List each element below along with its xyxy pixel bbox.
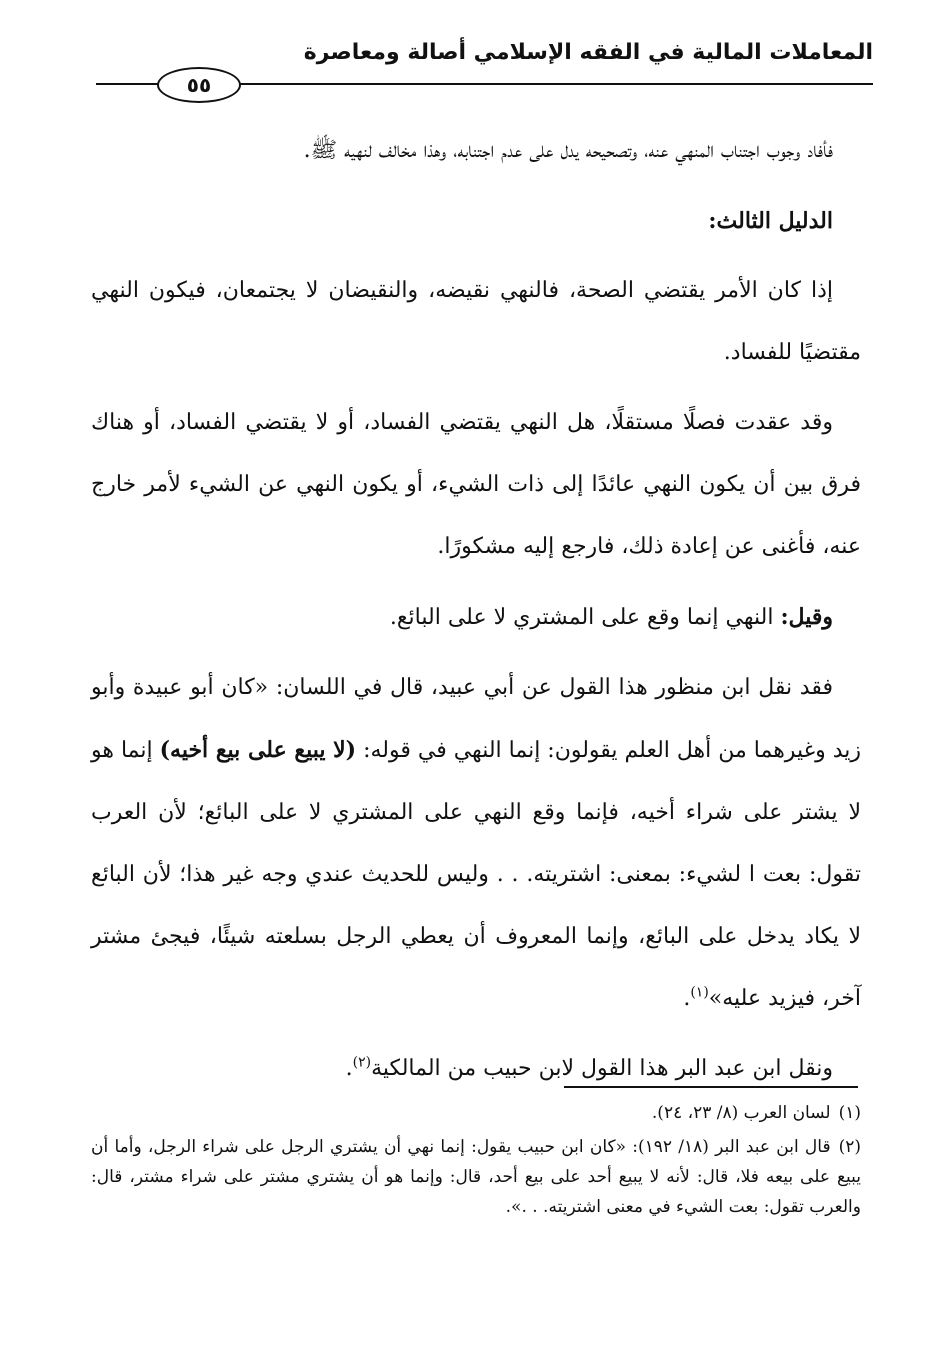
- footnotes: [91, 1098, 861, 1226]
- paragraph-2: إذا كان الأمر يقتضي الصحة، فالنهي نقيضه، والنقيضان لا يجتمعان، فيكون النهي مقتضيًا للفساد.: [91, 278, 861, 365]
- section-heading: الدليل الثالث:: [708, 208, 833, 234]
- footnote-separator: [564, 1086, 858, 1088]
- paragraph-4: [91, 586, 861, 649]
- paragraph-6-end: .: [345, 1056, 353, 1081]
- paragraph-1: فأفاد وجوب اجتناب المنهي عنه، وتصحيحه يدل على عدم اجتنابه، وهذا مخالف لنهيه ﷺ.: [303, 138, 833, 163]
- footnote-2-number: (٢): [838, 1137, 861, 1157]
- running-title: المعاملات المالية في الفقه الإسلامي أصالة ومعاصرة: [303, 40, 873, 65]
- paragraph-5-part-b: إنما هو لا يشتر على شراء أخيه، فإنما وقع النهي على المشتري لا على البائع؛ لأن العرب تقول: بعت ا لشيء: بمعنى: اشتريته. . . وليس للحديث عندي وجه غير هذا؛ لأن البائع لا يكاد يدخل على البائع، وإنما المعروف أن يعطي الرجل بسلعته شيئًا، فيجئ مشتر آخر، فيزيد عليه»: [90, 738, 861, 1011]
- footnote-ref-1[interactable]: (١): [690, 984, 709, 1001]
- paragraph-5: [91, 657, 861, 1030]
- page-number: ٥٥: [157, 67, 241, 103]
- footnote-ref-2[interactable]: (٢): [352, 1054, 372, 1071]
- footnote-1-text: لسان العرب (٨/ ٢٣، ٢٤).: [651, 1103, 831, 1123]
- footnote-2: [91, 1132, 861, 1222]
- footnote-2-text: قال ابن عبد البر (١٨/ ١٩٢): «كان ابن حبيب يقول: إنما نهي أن يشتري الرجل على شراء الرجل، وأما أن يبيع على بيعه فلا، قال: لأنه لا يبيع أحد على بيع أحد، قال: وإنما هو أن يشتري مشتر على شراء مشتر، قال: والعرب تقول: بعت الشيء في معنى اشتريته. . .».: [91, 1137, 861, 1217]
- body-text: [91, 120, 861, 1108]
- footnote-1: [91, 1098, 861, 1128]
- footnote-1-number: (١): [838, 1103, 861, 1123]
- paragraph-6: [91, 1038, 861, 1100]
- hadith-quote: (لا يبيع على بيع أخيه): [159, 737, 357, 763]
- paragraph-3: وقد عقدت فصلًا مستقلًا، هل النهي يقتضي الفساد، أو لا يقتضي الفساد، أو هناك فرق بين أن يكون النهي عائدًا إلى ذات الشيء، أو يكون النهي عن الشيء لأمر خارج عنه، فأغنى عن إعادة ذلك، فارجع إليه مشكورًا.: [91, 410, 861, 559]
- qila-label: وقيل:: [780, 604, 833, 630]
- paragraph-6-text: ونقل ابن عبد البر هذا القول لابن حبيب من المالكية: [371, 1056, 833, 1081]
- paragraph-4-text: النهي إنما وقع على المشتري لا على البائع.: [389, 605, 781, 630]
- paragraph-5-end: .: [683, 986, 691, 1011]
- paragraph-5-part-a: فقد نقل ابن منظور هذا القول عن أبي عبيد، قال في اللسان: «كان أبو عبيدة وأبو زيد وغيرهما من أهل العلم يقولون: إنما النهي في قوله:: [91, 675, 861, 763]
